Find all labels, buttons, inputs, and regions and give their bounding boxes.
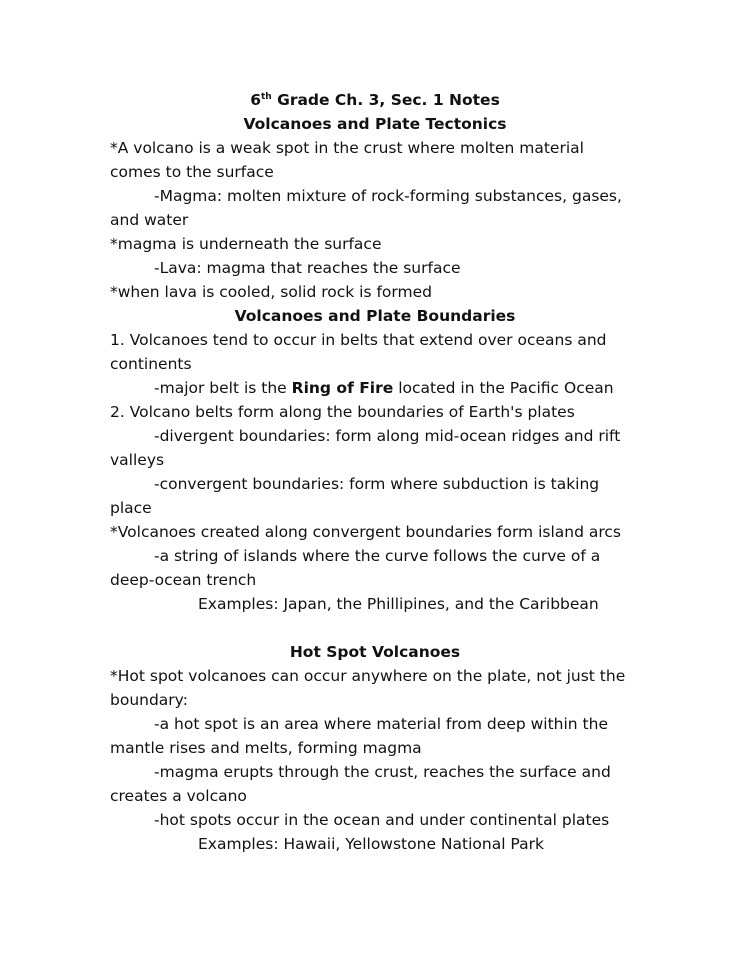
text-line: -magma erupts through the crust, reaches the surface and [154, 763, 611, 781]
text-line: -Lava: magma that reaches the surface [154, 259, 461, 277]
title-rest: Grade Ch. 3, Sec. 1 Notes [271, 91, 500, 109]
text-line: -hot spots occur in the ocean and under continental plates [154, 811, 610, 829]
notes-page [110, 88, 640, 856]
text-line: 1. Volcanoes tend to occur in belts that extend over oceans and [110, 331, 607, 349]
title-grade-number: 6 [250, 91, 261, 109]
text-line: deep-ocean trench [110, 571, 257, 589]
text-line: *A volcano is a weak spot in the crust where molten material [110, 139, 584, 157]
section-heading-plate-boundaries: Volcanoes and Plate Boundaries [234, 307, 516, 325]
text-line: place [110, 499, 152, 517]
text-line: continents [110, 355, 192, 373]
text-line: mantle rises and melts, forming magma [110, 739, 422, 757]
text-line: -a string of islands where the curve follows the curve of a [154, 547, 601, 565]
section-heading-hot-spot: Hot Spot Volcanoes [289, 643, 461, 661]
page-title [110, 88, 640, 112]
text-fragment: -major belt is the [154, 379, 292, 397]
text-line: *magma is underneath the surface [110, 235, 382, 253]
text-line: -Magma: molten mixture of rock-forming substances, gases, [154, 187, 622, 205]
text-line: -a hot spot is an area where material from deep within the [154, 715, 608, 733]
examples-line: Examples: Japan, the Phillipines, and the Caribbean [198, 595, 599, 613]
spacer [110, 616, 640, 640]
text-line: -divergent boundaries: form along mid-ocean ridges and rift [154, 427, 621, 445]
ring-of-fire-term: Ring of Fire [291, 379, 394, 397]
text-line: -convergent boundaries: form where subduction is taking [154, 475, 600, 493]
page-subtitle: Volcanoes and Plate Tectonics [243, 115, 507, 133]
text-line [110, 376, 640, 400]
text-line: *when lava is cooled, solid rock is formed [110, 283, 432, 301]
text-line: valleys [110, 451, 165, 469]
text-line: creates a volcano [110, 787, 247, 805]
text-line: boundary: [110, 691, 188, 709]
title-grade-suffix: th [260, 91, 272, 102]
text-fragment: located in the Pacific Ocean [393, 379, 614, 397]
examples-line: Examples: Hawaii, Yellowstone National Park [198, 835, 544, 853]
text-line: comes to the surface [110, 163, 274, 181]
text-line: *Hot spot volcanoes can occur anywhere on the plate, not just the [110, 667, 626, 685]
text-line: 2. Volcano belts form along the boundaries of Earth's plates [110, 403, 575, 421]
text-line: and water [110, 211, 189, 229]
text-line: *Volcanoes created along convergent boundaries form island arcs [110, 523, 621, 541]
